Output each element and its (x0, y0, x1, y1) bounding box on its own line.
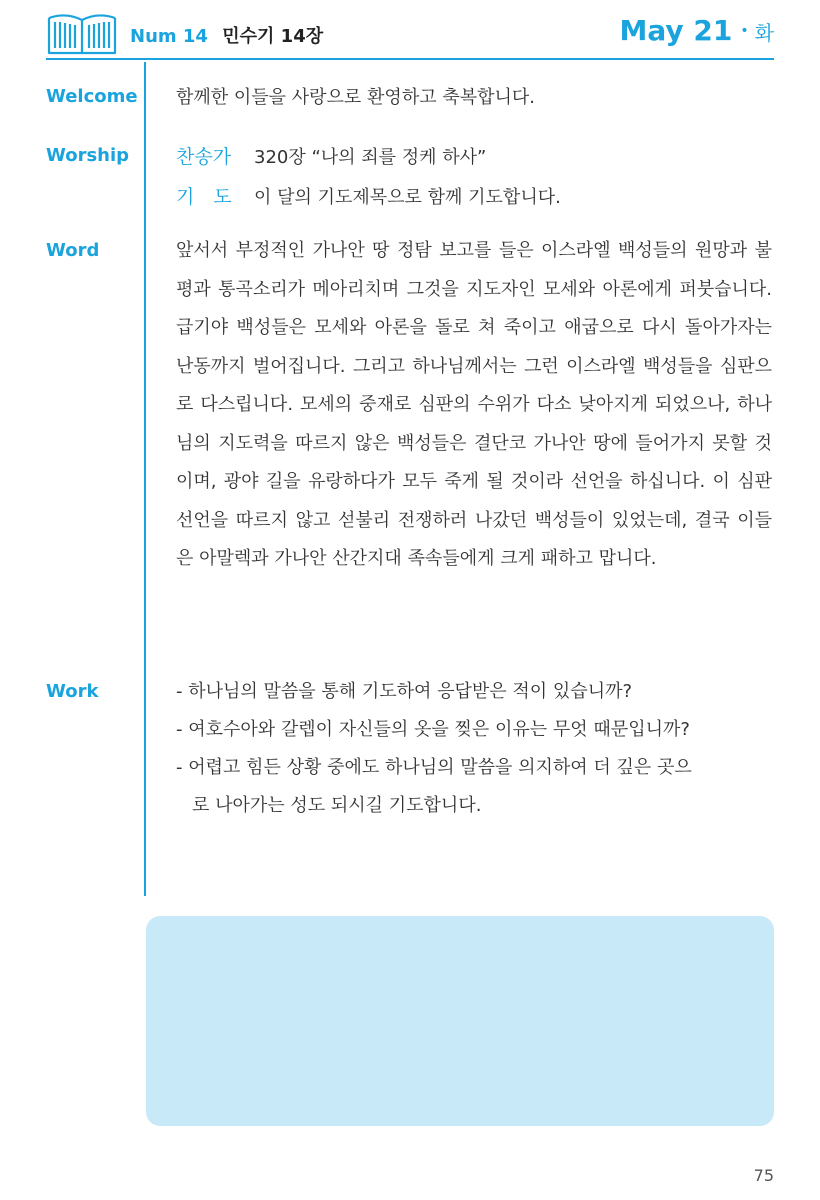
reference-book: 민수기 14장 (222, 26, 324, 47)
date-heading (620, 14, 774, 47)
welcome-section (176, 79, 776, 117)
notes-box[interactable] (146, 916, 774, 1126)
section-label-welcome: Welcome (46, 86, 138, 107)
weekday-text: 화 (754, 21, 774, 45)
work-item: - 여호수아와 갈렙이 자신들의 옷을 찢은 이유는 무엇 때문입니까? (176, 719, 690, 740)
word-text: 앞서서 부정적인 가나안 땅 정탐 보고를 들은 이스라엘 백성들의 원망과 불평과 통곡소리가 메아리치며 그것을 지도자인 모세와 아론에게 퍼붓습니다. 급기야 백성들은 모세와 아론을 돌로 쳐 죽이고 애굽으로 다시 돌아가자는 난동까지 벌어집니다. 그리고 하나님께서는 그런 이스라엘 백성들을 심판으로 다스립니다. 모세의 중재로 심판의 수위가 다소 낮아지게 되었으나, 하나님의 지도력을 따르지 않은 백성들은 결단코 가나안 땅에 들어가지 못할 것이며, 광야 길을 유랑하다가 모두 죽게 될 것이라 선언을 하십니다. 이 심판 선언을 따르지 않고 섣불리 전쟁하러 나갔던 백성들이 있었는데, 결국 이들은 아말렉과 가나안 산간지대 족속들에게 크게 패하고 맙니다. (176, 240, 772, 569)
work-section (176, 673, 776, 825)
page-number: 75 (753, 1166, 774, 1185)
section-label-worship: Worship (46, 145, 130, 166)
welcome-text: 함께한 이들을 사랑으로 환영하고 축복합니다. (176, 87, 535, 108)
date-separator: • (740, 23, 749, 39)
chapter-reference (130, 22, 323, 48)
header-divider (46, 58, 774, 60)
work-item: - 어렵고 힘든 상황 중에도 하나님의 말씀을 의지하여 더 깊은 곳으 (176, 757, 692, 778)
open-book-icon (46, 12, 118, 56)
hymn-value: 320장 “나의 죄를 정케 하사” (254, 147, 487, 168)
prayer-row (176, 177, 776, 217)
hymn-row (176, 137, 776, 177)
section-label-word: Word (46, 240, 100, 261)
worship-section (176, 137, 776, 217)
section-label-work: Work (46, 681, 99, 702)
word-section (176, 232, 776, 579)
prayer-key: 기 도 (176, 186, 232, 208)
vertical-divider (144, 62, 146, 896)
work-item: 로 나아가는 성도 되시길 기도합니다. (192, 795, 482, 816)
reference-number: Num 14 (130, 26, 208, 47)
hymn-key: 찬송가 (176, 146, 232, 168)
date-text: May 21 (619, 14, 733, 47)
prayer-value: 이 달의 기도제목으로 함께 기도합니다. (254, 187, 561, 208)
work-item: - 하나님의 말씀을 통해 기도하여 응답받은 적이 있습니까? (176, 681, 633, 702)
